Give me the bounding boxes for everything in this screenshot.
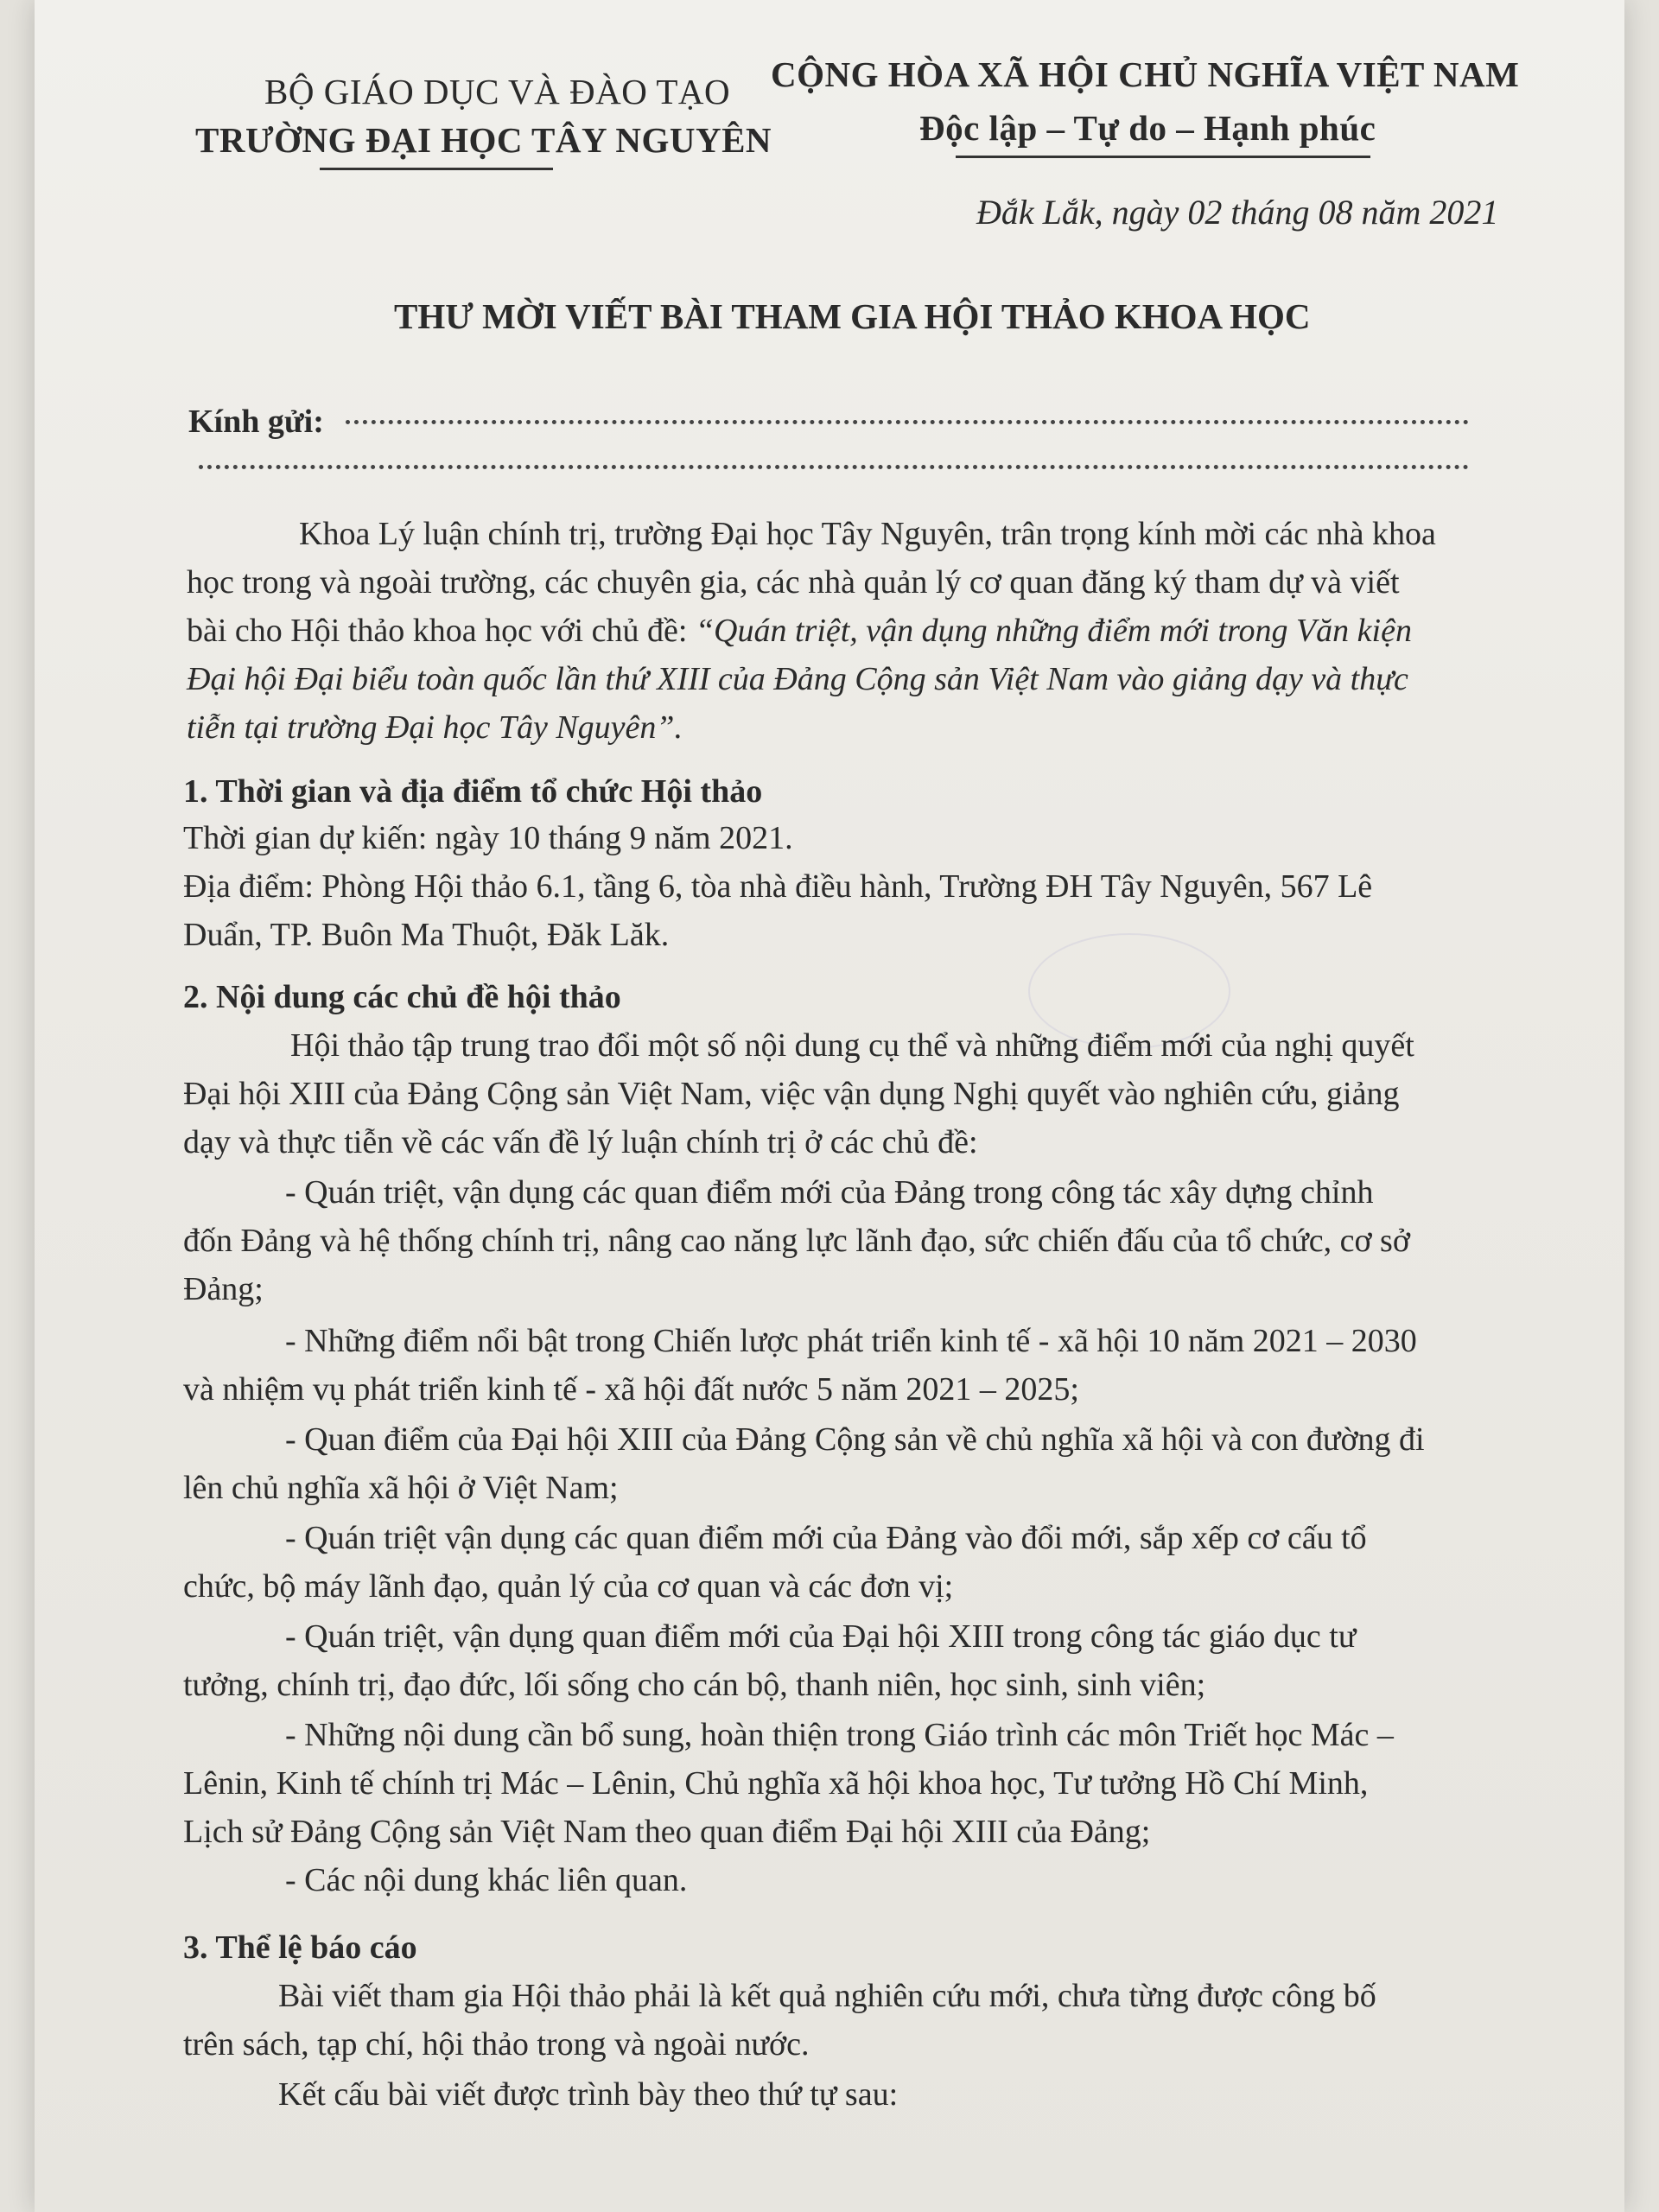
section2-line-5: đốn Đảng và hệ thống chính trị, nâng cao năng lực lãnh đạo, sức chiến đấu của tổ chức, cơ sở	[183, 1223, 1410, 1259]
section2-line-12: chức, bộ máy lãnh đạo, quản lý của cơ quan và các đơn vị;	[183, 1568, 954, 1605]
section2-heading: 2. Nội dung các chủ đề hội thảo	[183, 979, 621, 1015]
section3-heading: 3. Thể lệ báo cáo	[183, 1929, 417, 1966]
country-name: CỘNG HÒA XÃ HỘI CHỦ NGHĨA VIỆT NAM	[771, 54, 1520, 94]
section3-line-2: trên sách, tạp chí, hội thảo trong và ngoài nước.	[183, 2026, 810, 2063]
section2-line-7: - Những điểm nổi bật trong Chiến lược phát triển kinh tế - xã hội 10 năm 2021 – 2030	[285, 1323, 1417, 1359]
intro-line-3	[187, 612, 1412, 650]
recipient-line-1[interactable]	[346, 420, 1469, 424]
motto: Độc lập – Tự do – Hạnh phúc	[919, 108, 1376, 148]
section2-line-13: - Quán triệt, vận dụng quan điểm mới của Đại hội XIII trong công tác giáo dục tư	[285, 1618, 1357, 1655]
section2-line-10: lên chủ nghĩa xã hội ở Việt Nam;	[183, 1470, 619, 1506]
section2-line-16: Lênin, Kinh tế chính trị Mác – Lênin, Chủ nghĩa xã hội khoa học, Tư tưởng Hồ Chí Minh,	[183, 1765, 1369, 1802]
topic-line-1: “Quán triệt, vận dụng những điểm mới trong Văn kiện	[695, 613, 1412, 649]
section2-line-8: và nhiệm vụ phát triển kinh tế - xã hội đất nước 5 năm 2021 – 2025;	[183, 1371, 1079, 1408]
date-line: Đắk Lắk, ngày 02 tháng 08 năm 2021	[976, 193, 1499, 232]
document-page	[35, 0, 1624, 2212]
section2-line-2: Đại hội XIII của Đảng Cộng sản Việt Nam, việc vận dụng Nghị quyết vào nghiên cứu, giảng	[183, 1076, 1400, 1112]
section2-line-6: Đảng;	[183, 1271, 264, 1307]
section1-line-3: Duẩn, TP. Buôn Ma Thuột, Đăk Lăk.	[183, 917, 670, 953]
section2-line-4: - Quán triệt, vận dụng các quan điểm mới của Đảng trong công tác xây dựng chỉnh	[285, 1174, 1374, 1211]
intro-line-3-text: bài cho Hội thảo khoa học với chủ đề:	[187, 613, 696, 649]
section1-heading: 1. Thời gian và địa điểm tổ chức Hội thảo	[183, 773, 763, 810]
recipient-line-2[interactable]	[199, 465, 1469, 469]
section2-line-9: - Quan điểm của Đại hội XIII của Đảng Cộng sản về chủ nghĩa xã hội và con đường đi	[285, 1421, 1425, 1458]
section2-line-11: - Quán triệt vận dụng các quan điểm mới của Đảng vào đổi mới, sắp xếp cơ cấu tổ	[285, 1520, 1367, 1556]
recipient-label: Kính gửi:	[188, 404, 324, 440]
university-underline	[320, 168, 553, 170]
section2-line-17: Lịch sử Đảng Cộng sản Việt Nam theo quan điểm Đại hội XIII của Đảng;	[183, 1814, 1151, 1850]
section2-line-14: tưởng, chính trị, đạo đức, lối sống cho cán bộ, thanh niên, học sinh, sinh viên;	[183, 1667, 1206, 1703]
ministry-name: BỘ GIÁO DỤC VÀ ĐÀO TẠO	[264, 72, 731, 111]
section1-line-2: Địa điểm: Phòng Hội thảo 6.1, tầng 6, tòa nhà điều hành, Trường ĐH Tây Nguyên, 567 Lê	[183, 868, 1373, 905]
section2-line-15: - Những nội dung cần bổ sung, hoàn thiện trong Giáo trình các môn Triết học Mác –	[285, 1717, 1394, 1753]
section2-line-1: Hội thảo tập trung trao đổi một số nội dung cụ thể và những điểm mới của nghị quyết	[290, 1027, 1414, 1064]
section3-line-3: Kết cấu bài viết được trình bày theo thứ tự sau:	[278, 2076, 899, 2113]
topic-line-3: tiễn tại trường Đại học Tây Nguyên”.	[187, 709, 683, 746]
intro-line-2: học trong và ngoài trường, các chuyên gia, các nhà quản lý cơ quan đăng ký tham dự và viết	[187, 564, 1400, 601]
motto-underline	[956, 156, 1370, 158]
section1-line-1: Thời gian dự kiến: ngày 10 tháng 9 năm 2021.	[183, 820, 793, 856]
university-name	[195, 119, 772, 161]
topic-line-2: Đại hội Đại biểu toàn quốc lần thứ XIII của Đảng Cộng sản Việt Nam vào giảng dạy và thực	[187, 661, 1408, 697]
section3-line-1: Bài viết tham gia Hội thảo phải là kết quả nghiên cứu mới, chưa từng được công bố	[278, 1978, 1376, 2014]
university-name-text: TRƯỜNG ĐẠI HỌC TÂY NGUYÊN	[195, 120, 772, 160]
section2-line-3: dạy và thực tiễn về các vấn đề lý luận chính trị ở các chủ đề:	[183, 1124, 978, 1160]
section2-line-18: - Các nội dung khác liên quan.	[285, 1862, 688, 1898]
document-title: THƯ MỜI VIẾT BÀI THAM GIA HỘI THẢO KHOA HỌC	[394, 296, 1311, 336]
intro-line-1: Khoa Lý luận chính trị, trường Đại học Tây Nguyên, trân trọng kính mời các nhà khoa	[299, 516, 1436, 552]
